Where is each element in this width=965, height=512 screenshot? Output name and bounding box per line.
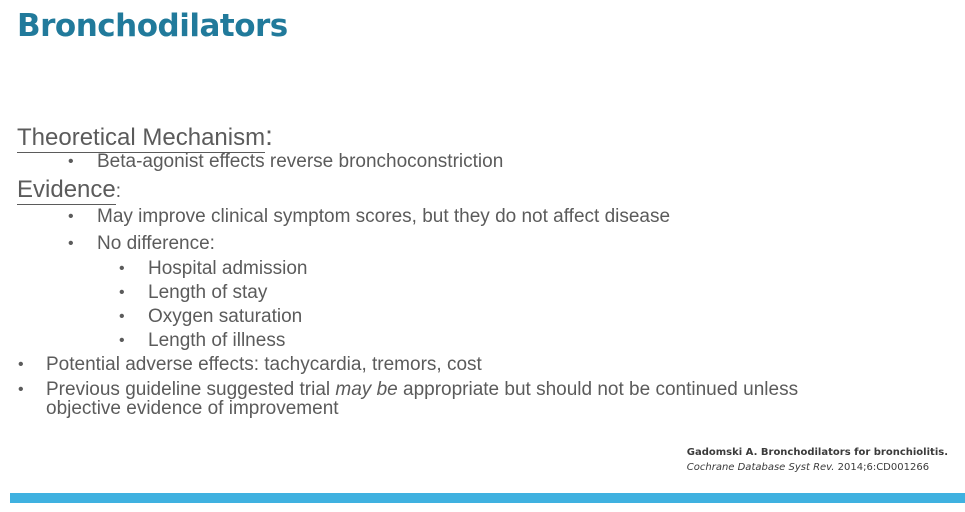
list-item (68, 151, 504, 172)
previous-guideline-emphasis: may be (335, 379, 398, 400)
mechanism-heading (17, 120, 273, 152)
list-item (18, 379, 866, 419)
slide-title: Bronchodilators (17, 8, 288, 44)
sub-list-item (119, 306, 303, 327)
list-item (18, 354, 482, 375)
citation-line2 (687, 460, 948, 475)
bullet-icon: • (18, 381, 24, 398)
bullet-icon: • (68, 208, 74, 225)
bullet-icon: • (119, 284, 125, 301)
bullet-icon: • (119, 308, 125, 325)
list-item (68, 206, 671, 227)
sub-list-item-text: Oxygen saturation (148, 306, 303, 327)
list-item-text: May improve clinical symptom scores, but they do not affect disease (97, 206, 671, 227)
bullet-icon: • (119, 332, 125, 349)
bullet-icon: • (119, 260, 125, 277)
sub-list-item (119, 258, 308, 279)
list-item-text: No difference: (97, 233, 215, 254)
evidence-heading (17, 176, 121, 204)
bullet-icon: • (68, 153, 74, 170)
previous-guideline-text-start: Previous guideline suggested trial (46, 379, 336, 400)
previous-guideline-text-end: appropriate but should not be continued unless objective evidence of improvement (46, 379, 799, 419)
list-item-text: Beta-agonist effects reverse bronchoconstriction (97, 151, 504, 172)
mechanism-heading-colon: : (265, 120, 273, 151)
bullet-icon: • (18, 356, 24, 373)
adverse-effects-text: Potential adverse effects: tachycardia, tremors, cost (46, 354, 482, 375)
list-item (68, 233, 215, 254)
sub-list-item (119, 282, 268, 303)
sub-list-item-text: Length of stay (148, 282, 268, 303)
bottom-accent-bar (10, 493, 965, 503)
sub-list-item-text: Hospital admission (148, 258, 308, 279)
evidence-heading-colon: : (115, 181, 122, 202)
bullet-icon: • (68, 235, 74, 252)
citation (687, 445, 948, 475)
evidence-heading-text: Evidence (17, 176, 116, 203)
mechanism-heading-text: Theoretical Mechanism (17, 124, 266, 151)
sub-list-item (119, 330, 286, 351)
citation-journal: Cochrane Database Syst Rev. (686, 462, 835, 473)
citation-line1: Gadomski A. Bronchodilators for bronchiolitis. (686, 447, 948, 458)
citation-details: 2014;6:CD001266 (834, 462, 930, 473)
sub-list-item-text: Length of illness (148, 330, 286, 351)
